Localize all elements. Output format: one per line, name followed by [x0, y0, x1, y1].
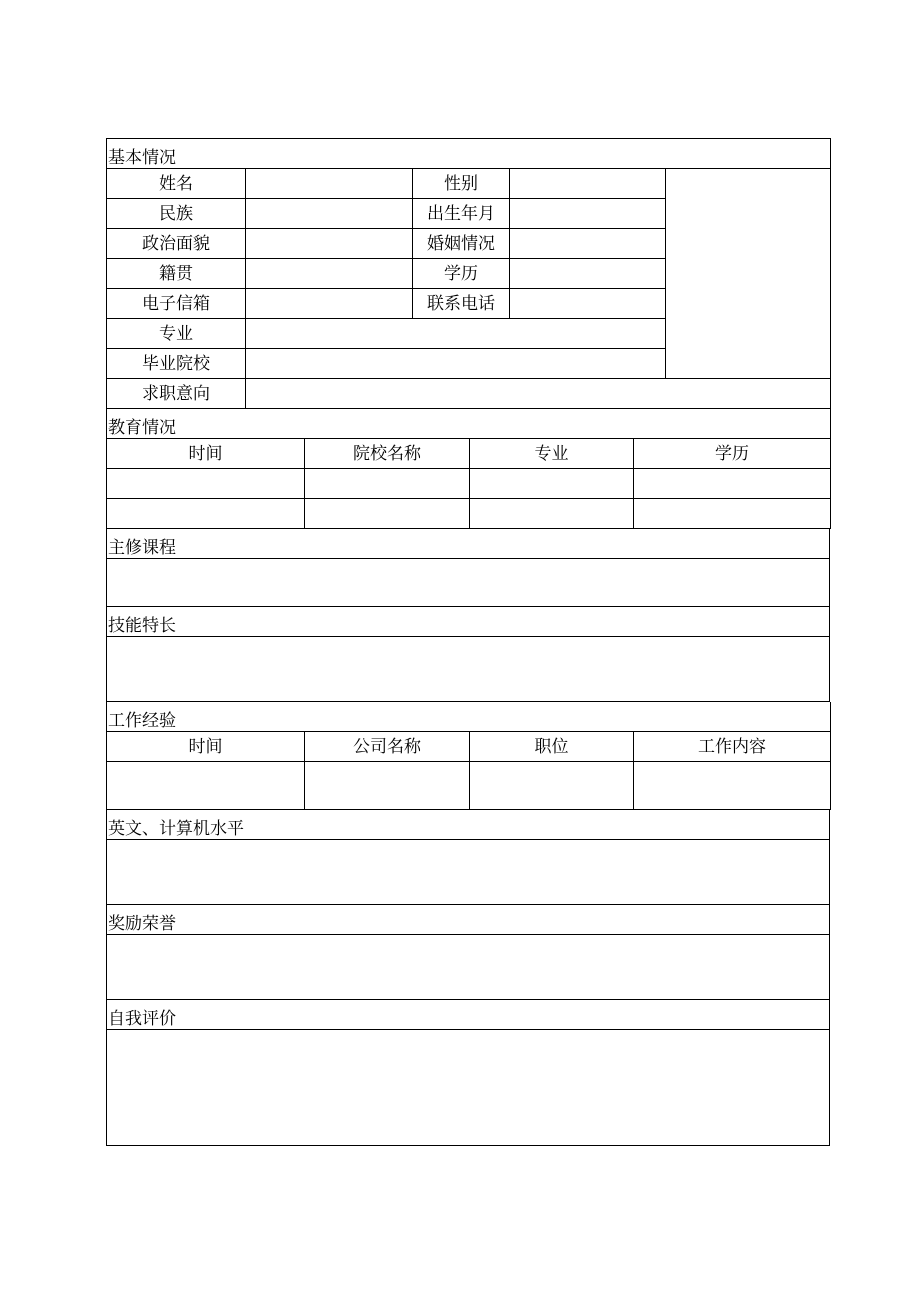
email-field[interactable] — [246, 289, 413, 319]
birth-label: 出生年月 — [413, 199, 510, 229]
birth-field[interactable] — [510, 199, 666, 229]
work-cell[interactable] — [634, 762, 831, 810]
degree-label: 学历 — [413, 259, 510, 289]
edu-cell[interactable] — [470, 499, 634, 529]
work-col-position: 职位 — [470, 732, 634, 762]
basic-info-table — [106, 138, 831, 409]
marital-field[interactable] — [510, 229, 666, 259]
edu-cell[interactable] — [107, 469, 305, 499]
edu-col-school: 院校名称 — [305, 439, 470, 469]
edu-cell[interactable] — [470, 469, 634, 499]
phone-field[interactable] — [510, 289, 666, 319]
section-title-skills: 技能特长 — [107, 607, 830, 637]
section-title-education: 教育情况 — [107, 409, 831, 439]
work-cell[interactable] — [470, 762, 634, 810]
marital-label: 婚姻情况 — [413, 229, 510, 259]
section-title-work: 工作经验 — [107, 702, 831, 732]
self-eval-field[interactable] — [107, 1030, 830, 1146]
edu-cell[interactable] — [107, 499, 305, 529]
language-table — [106, 810, 830, 905]
school-label: 毕业院校 — [107, 349, 246, 379]
awards-table — [106, 905, 830, 1000]
edu-cell[interactable] — [634, 469, 831, 499]
language-field[interactable] — [107, 840, 830, 905]
native-field[interactable] — [246, 259, 413, 289]
ethnicity-label: 民族 — [107, 199, 246, 229]
awards-field[interactable] — [107, 935, 830, 1000]
section-title-language: 英文、计算机水平 — [107, 810, 830, 840]
edu-col-major: 专业 — [470, 439, 634, 469]
skills-table — [106, 607, 830, 702]
phone-label: 联系电话 — [413, 289, 510, 319]
edu-col-degree: 学历 — [634, 439, 831, 469]
school-field[interactable] — [246, 349, 666, 379]
self-eval-table — [106, 1000, 830, 1146]
courses-field[interactable] — [107, 559, 830, 607]
native-label: 籍贯 — [107, 259, 246, 289]
gender-field[interactable] — [510, 169, 666, 199]
edu-cell[interactable] — [634, 499, 831, 529]
major-field[interactable] — [246, 319, 666, 349]
ethnicity-field[interactable] — [246, 199, 413, 229]
edu-cell[interactable] — [305, 499, 470, 529]
section-title-awards: 奖励荣誉 — [107, 905, 830, 935]
skills-field[interactable] — [107, 637, 830, 702]
table-row — [107, 762, 831, 810]
work-col-content: 工作内容 — [634, 732, 831, 762]
work-cell[interactable] — [107, 762, 305, 810]
section-title-basic: 基本情况 — [107, 139, 831, 169]
name-field[interactable] — [246, 169, 413, 199]
name-label: 姓名 — [107, 169, 246, 199]
political-field[interactable] — [246, 229, 413, 259]
section-title-self-eval: 自我评价 — [107, 1000, 830, 1030]
courses-table — [106, 529, 830, 607]
education-table — [106, 409, 831, 529]
intent-label: 求职意向 — [107, 379, 246, 409]
major-label: 专业 — [107, 319, 246, 349]
political-label: 政治面貌 — [107, 229, 246, 259]
work-col-time: 时间 — [107, 732, 305, 762]
section-title-courses: 主修课程 — [107, 529, 830, 559]
degree-field[interactable] — [510, 259, 666, 289]
intent-field[interactable] — [246, 379, 831, 409]
edu-cell[interactable] — [305, 469, 470, 499]
photo-box[interactable] — [666, 169, 831, 379]
work-table — [106, 702, 831, 810]
work-col-company: 公司名称 — [305, 732, 470, 762]
email-label: 电子信箱 — [107, 289, 246, 319]
work-cell[interactable] — [305, 762, 470, 810]
table-row — [107, 499, 831, 529]
resume-form — [106, 138, 830, 1146]
gender-label: 性别 — [413, 169, 510, 199]
table-row — [107, 469, 831, 499]
edu-col-time: 时间 — [107, 439, 305, 469]
